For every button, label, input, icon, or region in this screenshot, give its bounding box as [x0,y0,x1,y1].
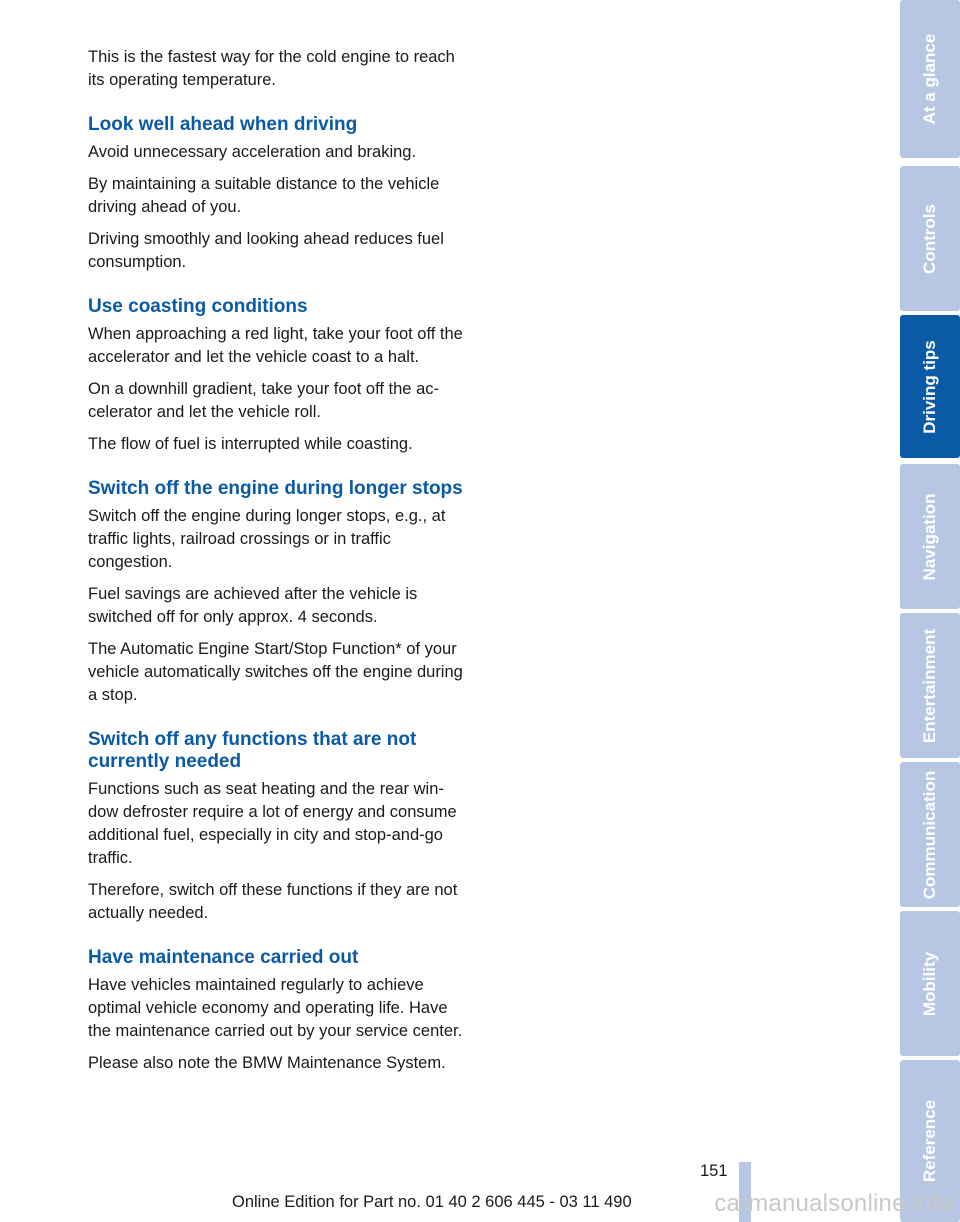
body-paragraph: Therefore, switch off these functions if they are not actually needed. [88,881,458,922]
section-heading: Switch off the engine during longer stops [88,478,463,499]
side-tab-label: Navigation [920,493,939,580]
body-paragraph: Please also note the BMW Maintenance System. [88,1054,446,1072]
side-tab-driving-tips[interactable] [900,315,960,458]
side-tab-label: Mobility [920,951,939,1016]
body-paragraph: This is the fastest way for the cold engine to reach its operating temperature. [88,48,455,89]
side-tab-at-a-glance[interactable] [900,0,960,158]
watermark-text: carmanualsonline.info [714,1190,952,1217]
side-tab-label: Reference [920,1099,939,1183]
body-paragraph: On a downhill gradient, take your foot off the accelerator and let the vehicle roll. [88,380,439,421]
section-heading: Use coasting conditions [88,296,308,317]
section-heading: Look well ahead when driving [88,114,358,135]
section-heading: Have maintenance carried out [88,947,359,968]
side-tab-label: At a glance [920,33,939,125]
body-paragraph: Avoid unnecessary acceleration and braking. [88,143,417,161]
side-tab-communication[interactable] [900,762,960,907]
body-paragraph: By maintaining a suitable distance to the vehicle driving ahead of you. [88,175,440,216]
body-paragraph: The flow of fuel is interrupted while coasting. [88,435,413,453]
body-paragraph: Functions such as seat heating and the rear window defroster require a lot of energy and consume additional fuel, especially in city and stop-and-go traffic. [88,780,457,867]
body-paragraph: Fuel savings are achieved after the vehicle is switched off for only approx. 4 seconds. [88,585,418,626]
body-paragraph: When approaching a red light, take your foot off the accelerator and let the vehicle coast to a halt. [88,325,463,366]
side-tab-label: Communication [920,770,939,899]
body-paragraph: Have vehicles maintained regularly to achieve optimal vehicle economy and operating life. Have the maintenance carried out by your service center. [88,976,463,1040]
page-content [88,46,464,1084]
side-tab-controls[interactable] [900,166,960,311]
section-tab-bar [900,0,960,1222]
body-paragraph: The Automatic Engine Start/Stop Function* of your vehicle automatically switches off the engine during a stop. [88,640,463,704]
section-heading: Switch off any functions that are not currently needed [88,729,417,772]
side-tab-label: Entertainment [920,628,939,743]
side-tab-navigation[interactable] [900,464,960,609]
side-tab-label: Controls [920,203,939,274]
side-tab-mobility[interactable] [900,911,960,1056]
page-number: 151 [700,1162,728,1180]
footer-edition-text: Online Edition for Part no. 01 40 2 606 445 - 03 11 490 [232,1193,632,1211]
side-tab-entertainment[interactable] [900,613,960,758]
body-paragraph: Driving smoothly and looking ahead reduces fuel consumption. [88,230,444,271]
side-tab-label: Driving tips [920,339,939,434]
body-paragraph: Switch off the engine during longer stops, e.g., at traffic lights, railroad crossings or in traffic congestion. [88,507,446,571]
